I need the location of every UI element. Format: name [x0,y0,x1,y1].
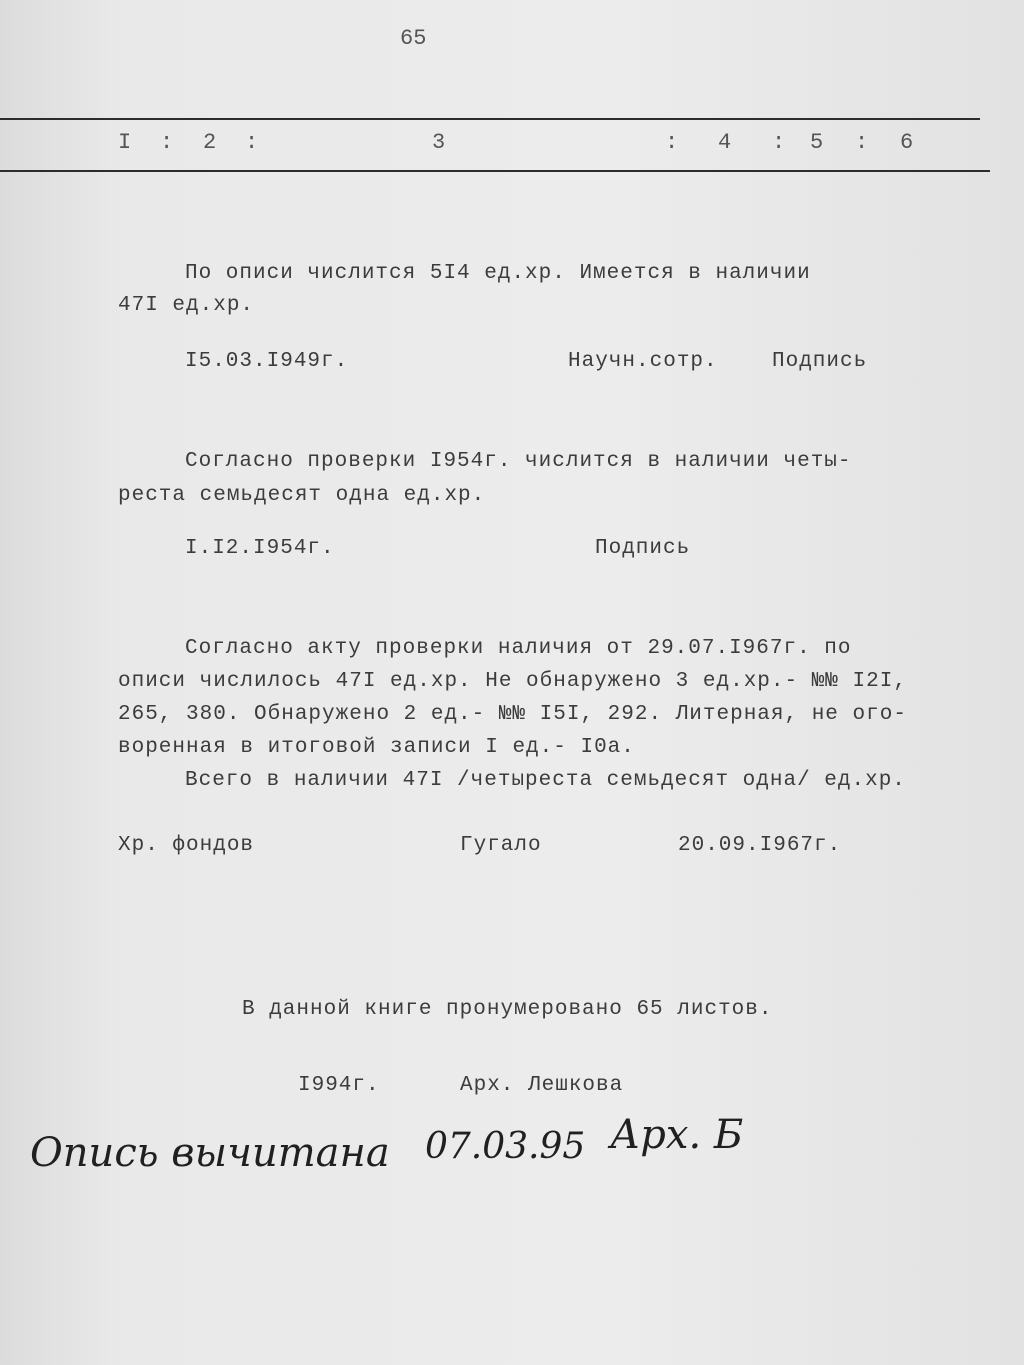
text-line: В данной книге пронумеровано 65 листов. [242,998,773,1021]
col-separator: : [855,130,869,155]
col-header-1: I [118,130,132,155]
role-label: Хр. фондов [118,834,255,857]
text-line: Всего в наличии 47I /четыреста семьдесят одна/ ед.хр. [185,769,906,792]
text-line: Согласно проверки I954г. числится в наличии четы- [185,450,852,473]
signer-name: Гугало [460,834,542,857]
text-line: По описи числится 5I4 ед.хр. Имеется в наличии [185,262,811,285]
text-line: 265, 380. Обнаружено 2 ед.- №№ I5I, 292. Литерная, не ого- [118,703,907,726]
text-line: Согласно акту проверки наличия от 29.07.I967г. по [185,637,852,660]
col-header-6: 6 [900,130,914,155]
page-number: 65 [400,26,427,51]
col-header-5: 5 [810,130,824,155]
archivist-name: Арх. Лешкова [460,1074,624,1097]
text-line: 47I ед.хр. [118,294,255,317]
table-top-rule [0,118,980,120]
text-line: описи числилось 47I ед.хр. Не обнаружено 3 ед.хр.- №№ I2I, [118,670,907,693]
col-separator: : [245,130,259,155]
role-label: Научн.сотр. [568,350,718,373]
signature-label: Подпись [772,350,868,373]
text-line: реста семьдесят одна ед.хр. [118,484,486,507]
table-bottom-rule [0,170,990,172]
col-header-3: 3 [432,130,446,155]
handwritten-signature: Арх. Б [610,1112,744,1158]
text-line: воренная в итоговой записи I ед.- I0а. [118,736,635,759]
date-1949: I5.03.I949г. [185,350,349,373]
date-1967: 20.09.I967г. [678,834,842,857]
handwritten-note: Опись вычитана [30,1130,390,1176]
handwritten-date: 07.03.95 [425,1126,586,1167]
col-separator: : [665,130,679,155]
signature-label: Подпись [595,537,691,560]
col-header-2: 2 [203,130,217,155]
col-header-4: 4 [718,130,732,155]
date-1994: I994г. [298,1074,380,1097]
col-separator: : [772,130,786,155]
col-separator: : [160,130,174,155]
date-1954: I.I2.I954г. [185,537,335,560]
